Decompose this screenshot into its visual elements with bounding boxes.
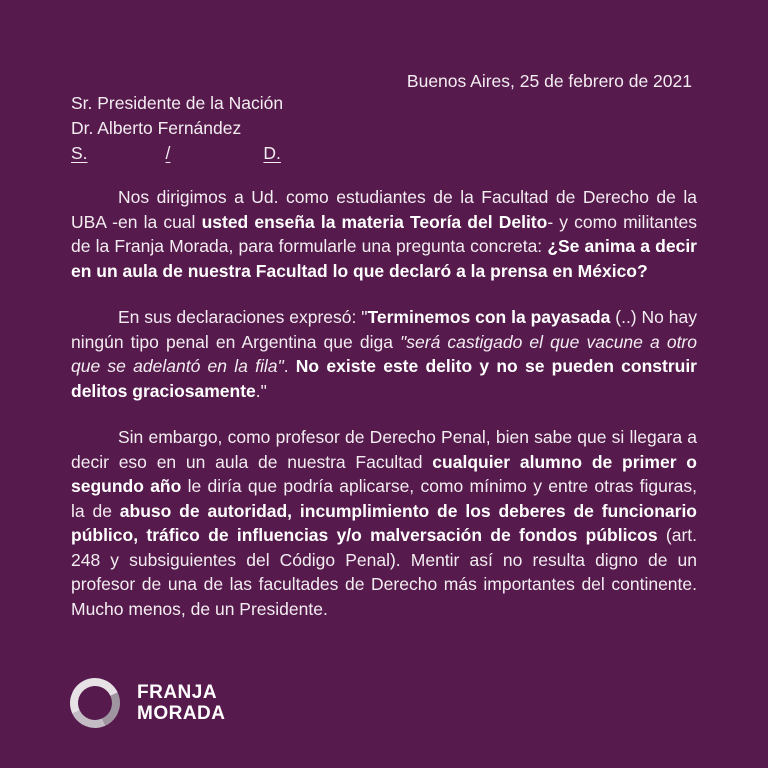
letter-date: Buenos Aires, 25 de febrero de 2021 (406, 71, 692, 91)
paragraph-3-text-3: (art. 248 y subsiguientes del Código Penal). Mentir así no resulta digno de un profesor de una de las facultades de Derecho más importantes del continente. Mucho menos, de un Presidente. (71, 525, 697, 619)
paragraph-2-text-1: En sus declaraciones expresó: " (118, 307, 368, 327)
paragraph-1-text-1: Nos dirigimos a Ud. como estudiantes de la Facultad de Derecho de la UBA -en la cual (71, 187, 697, 232)
paragraph-3-bold-1: cualquier alumno de primer o segundo año (71, 451, 697, 496)
paragraph-2-text-2: (..) No hay ningún tipo penal en Argentina que diga (71, 307, 697, 352)
paragraph-3-text-1: Sin embargo, como profesor de Derecho Penal, bien sabe que si llegara a decir eso en un aula de nuestra Facultad (71, 427, 697, 472)
paragraph-2-text-4: ." (255, 380, 267, 401)
letter-body (71, 185, 697, 643)
paragraph-2-bold-1: Terminemos con la payasada (367, 307, 611, 327)
addressee-line-1: Sr. Presidente de la Nación (71, 93, 284, 113)
ring-logo-icon (63, 671, 127, 735)
paragraph-3-bold-2: abuso de autoridad, incumplimiento de los deberes de funcionario público, tráfico de influencias y/o malversación de fondos públicos (71, 500, 697, 545)
logo-line-1: FRANJA (137, 682, 218, 703)
paragraph-3 (71, 425, 697, 621)
logo-line-2: MORADA (137, 703, 226, 724)
addressee-sd (71, 141, 283, 166)
franja-morada-logo (70, 678, 226, 728)
addressee-block (71, 91, 283, 166)
sd-slash: / (165, 143, 171, 163)
addressee-line-2: Dr. Alberto Fernández (71, 118, 242, 138)
paragraph-1-bold-1: usted enseña la materia Teoría del Delito (201, 211, 548, 232)
paragraph-1-text-2: - y como militantes de la Franja Morada, para formularle una pregunta concreta: (71, 211, 698, 256)
paragraph-3-text-2: le diría que podría aplicarse, como mínimo y entre otras figuras, la de (71, 476, 697, 521)
paragraph-2-bold-2: No existe este delito y no se pueden construir delitos graciosamente (71, 356, 697, 401)
paragraph-2-italic-quote: "será castigado el que vacune a otro que se adelantó en la fila" (71, 331, 697, 376)
paragraph-1-bold-2: ¿Se anima a decir en un aula de nuestra Facultad lo que declaró a la prensa en México? (71, 236, 697, 281)
sd-d: D. (263, 143, 281, 163)
paragraph-1 (71, 185, 697, 283)
paragraph-2-text-3: . (283, 356, 296, 376)
paragraph-2 (71, 305, 697, 403)
sd-s: S. (71, 143, 88, 163)
logo-wordmark (137, 682, 226, 724)
